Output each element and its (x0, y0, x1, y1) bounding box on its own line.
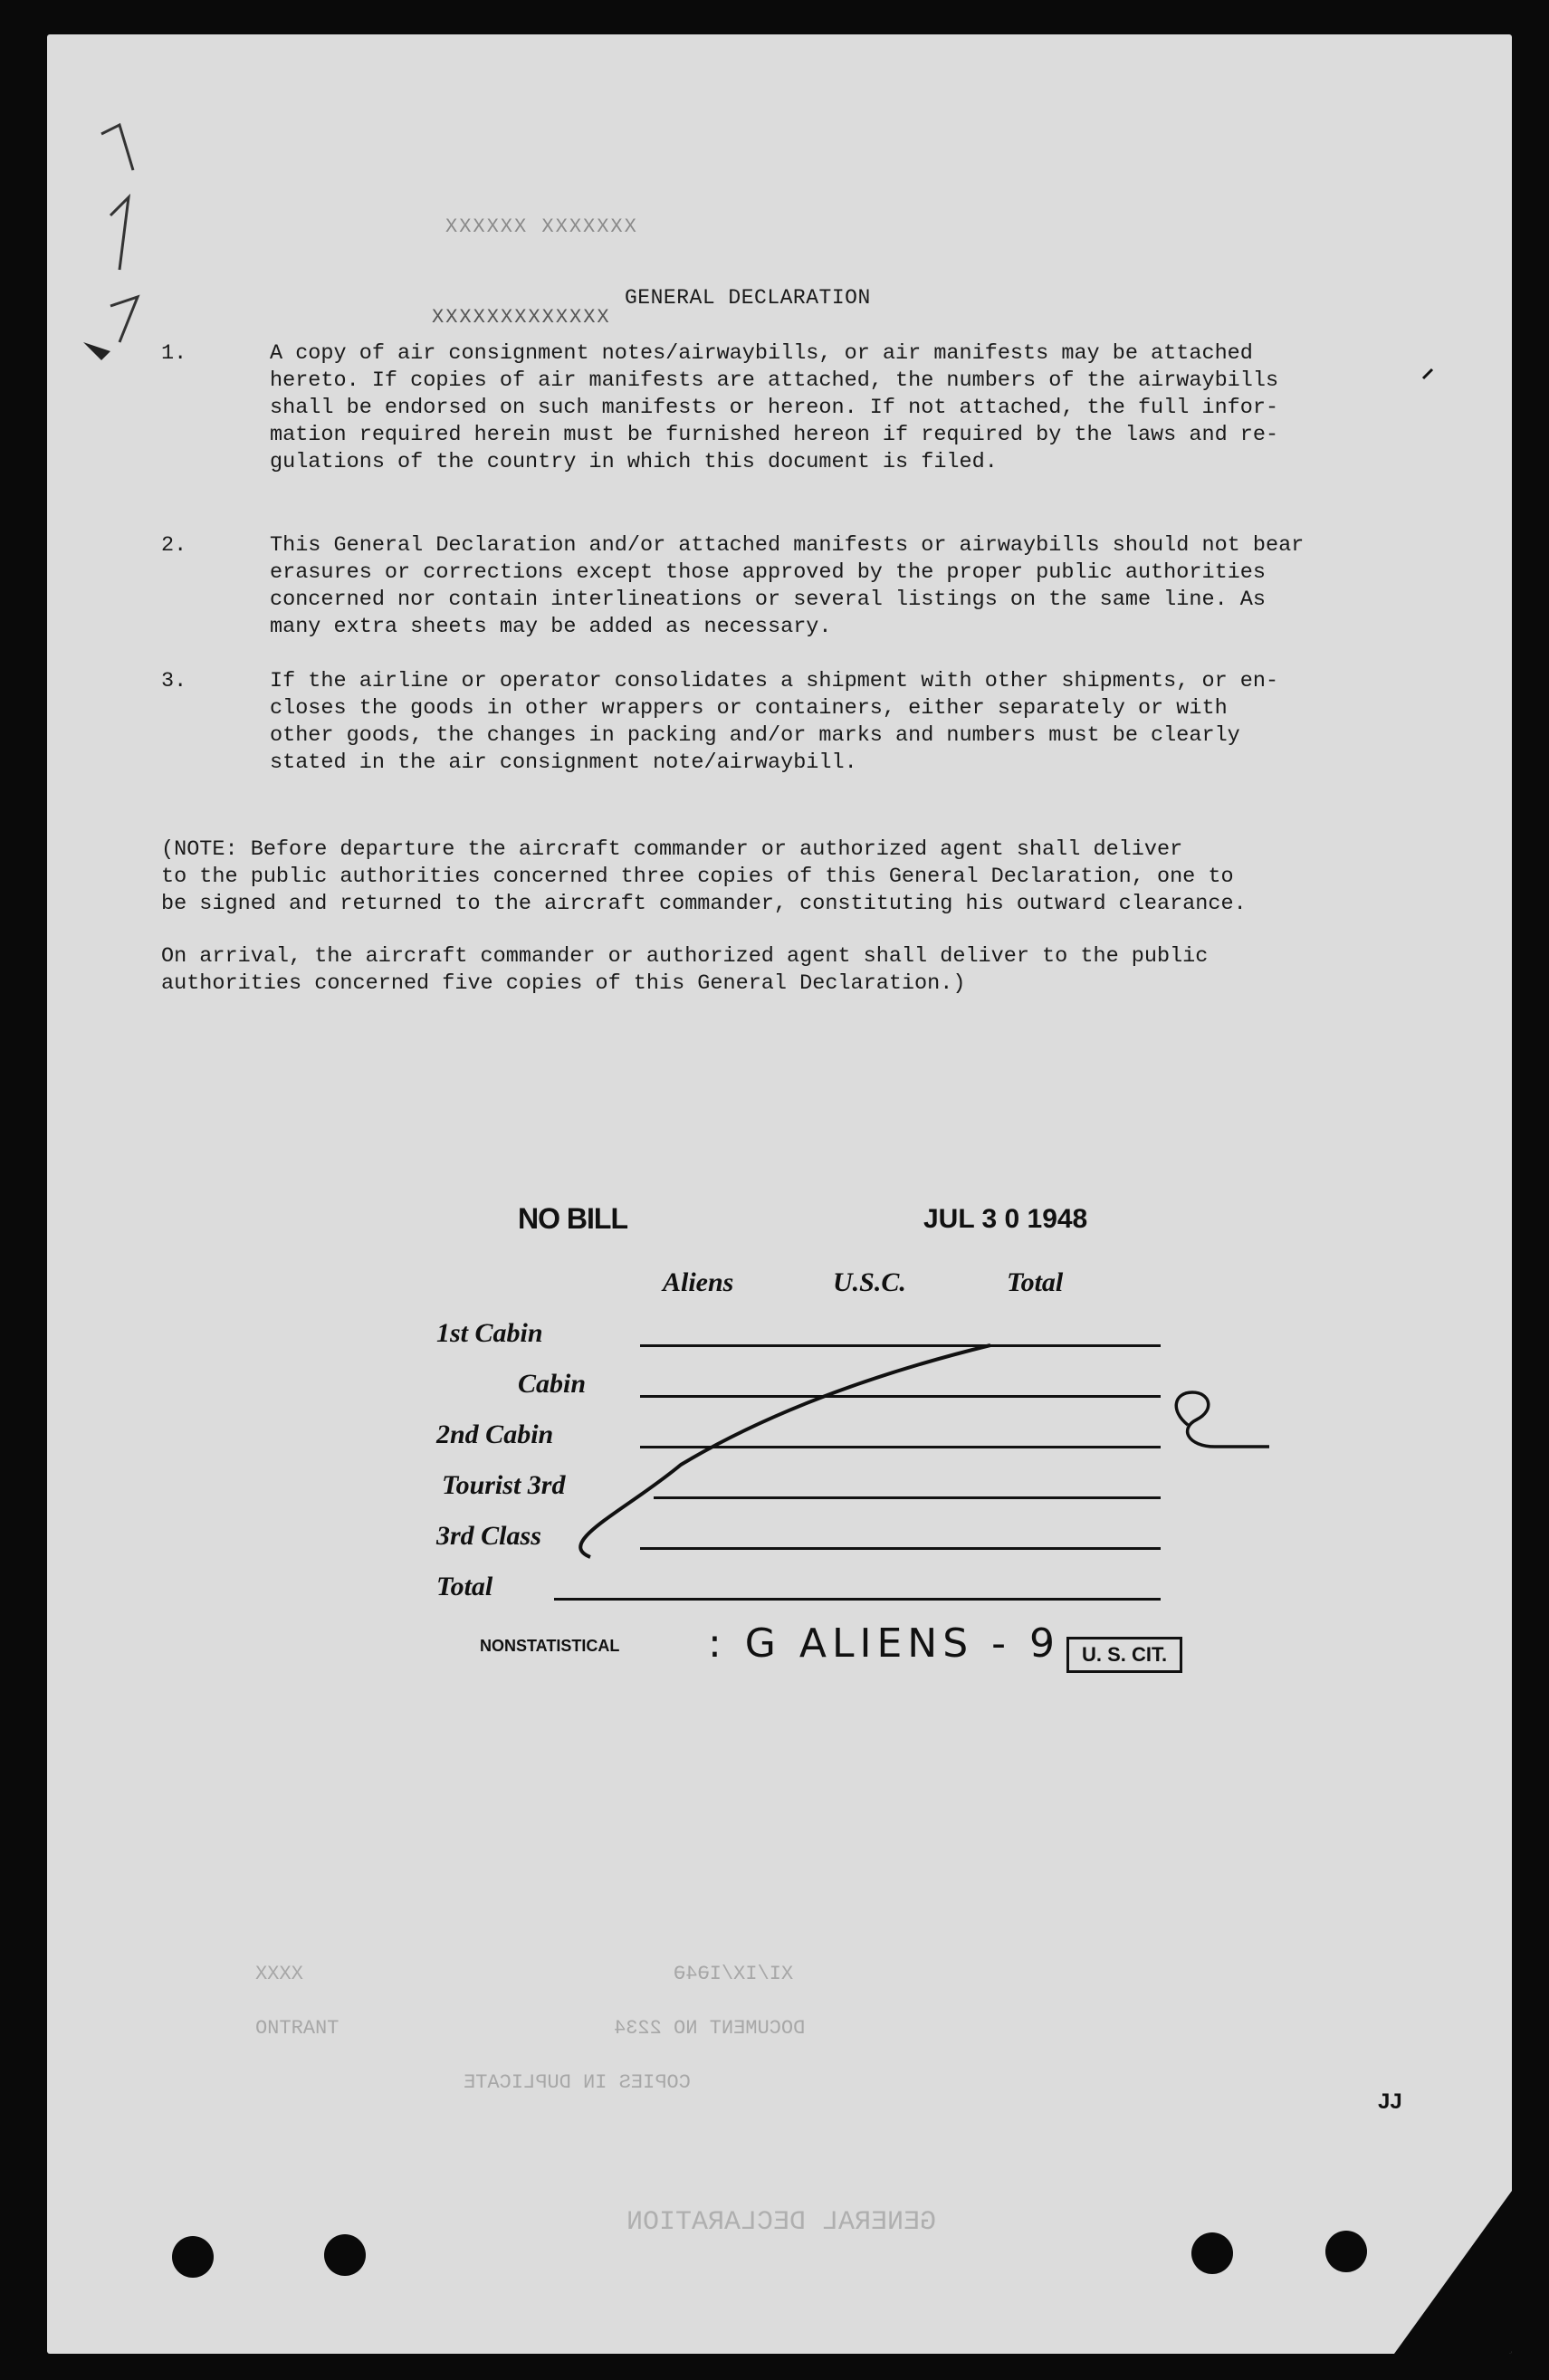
column-header-aliens: Aliens (663, 1267, 734, 1297)
departure-note: (NOTE: Before departure the aircraft commander or authorized agent shall deliver to the public authorities concerned three copies of this General Declaration, one to be signed and returned to the aircraft commander, constituting his outward clearance. (161, 837, 1247, 916)
us-cit-stamp: U. S. CIT. (1066, 1637, 1182, 1673)
nonstatistical-stamp: NONSTATISTICAL (480, 1637, 620, 1655)
punch-hole (1325, 2231, 1367, 2272)
arrival-note: On arrival, the aircraft commander or authorized agent shall deliver to the public authorities concerned five copies of this General Declaration.) (161, 944, 1209, 996)
bleed-through-text: GENERAL DECLARATION (626, 2207, 937, 2238)
no-bill-stamp: NO BILL (518, 1202, 627, 1235)
handwriting-marks (47, 34, 1512, 2354)
class-row-label: 2nd Cabin (436, 1419, 554, 1449)
item-number: 1. (161, 341, 187, 366)
class-row-label: Cabin (518, 1369, 587, 1399)
item-number: 3. (161, 669, 187, 693)
class-row-label: Total (436, 1572, 493, 1601)
item-number: 2. (161, 533, 187, 558)
strike-through-curve (580, 1345, 990, 1557)
item-text: If the airline or operator consolidates a shipment with other shipments, or en- closes the goods in other wrappers or containers, either separately or with other goods, the changes in packing and/or marks and numbers must be clearly stated in the air consignment note/airwaybill. (270, 669, 1279, 775)
folded-corner (1394, 2191, 1512, 2354)
item-text: A copy of air consignment notes/airwaybills, or air manifests may be attached hereto. If copies of air manifests are attached, the numbers of the airwaybills shall be endorsed on such manifests or hereon. If not attached, the full infor- mation required herein must be furnished hereon if required by the laws and re- gulations of the country in which this document is filed. (270, 341, 1279, 474)
date-stamp: JUL 3 0 1948 (923, 1204, 1088, 1234)
column-header-total: Total (1007, 1267, 1064, 1297)
document-title: GENERAL DECLARATION (625, 286, 871, 310)
class-row-label: 3rd Class (436, 1521, 541, 1551)
corner-initials: JJ (1378, 2089, 1402, 2114)
margin-tick (1423, 369, 1432, 378)
margin-scribble (101, 125, 138, 342)
class-row-label: Tourist 3rd (442, 1470, 566, 1500)
column-header-usc: U.S.C. (833, 1267, 906, 1297)
class-row-label: 1st Cabin (436, 1318, 543, 1348)
struck-line: XXXXXX XXXXXXX (445, 215, 638, 238)
check-mark (83, 342, 110, 360)
document-page (47, 34, 1512, 2354)
item-text: This General Declaration and/or attached manifests or airwaybills should not bear erasures or corrections except those approved by the proper public authorities concerned nor contain interlineations or several listings on the same line. As many extra sheets may be added as necessary. (270, 533, 1305, 639)
punch-hole (1191, 2232, 1233, 2274)
bleed-through-text: COPIES IN DUPLICATE (464, 2071, 691, 2094)
bleed-through-text: ХІ/ІХ/ІӘ4Ә ХХХХ (255, 1963, 794, 1985)
handwritten-mark (1176, 1392, 1269, 1447)
bleed-through-text: DOCUMENT NO 2234 ТИАЯТИО (255, 2017, 806, 2040)
punch-hole (324, 2234, 366, 2276)
struck-line: XXXXXXXXXXXXX (432, 306, 611, 329)
punch-hole (172, 2236, 214, 2278)
handwritten-annotation: : G ALIENS - 9 (708, 1620, 1060, 1667)
